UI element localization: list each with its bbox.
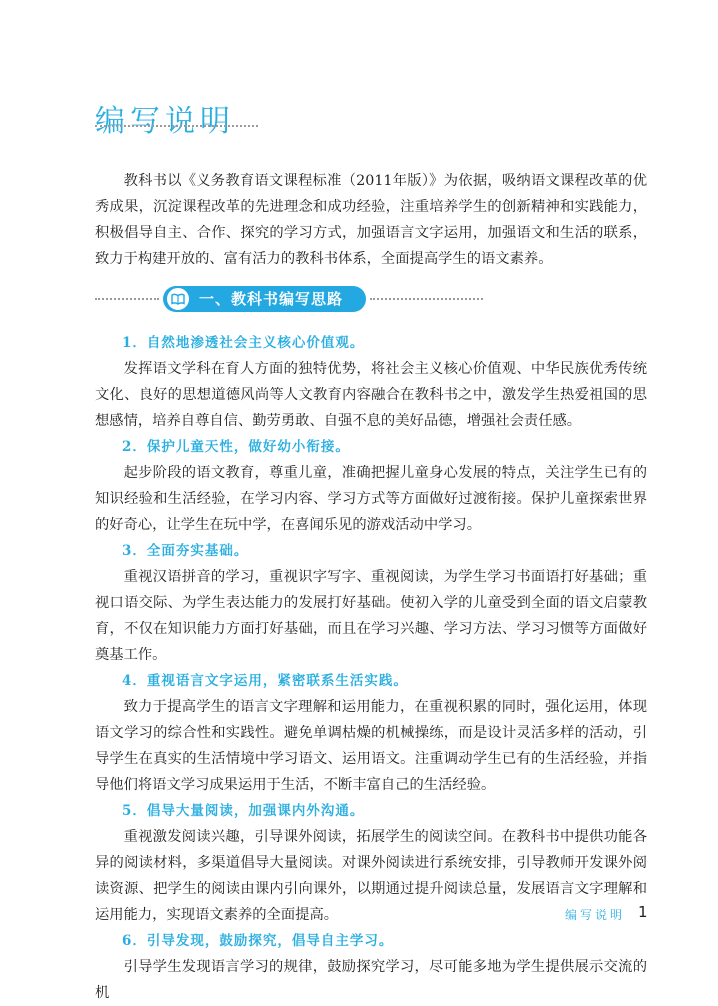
footer-running-title: 编写说明 xyxy=(565,908,626,922)
section-divider-right xyxy=(370,298,483,300)
item-body: 重视激发阅读兴趣，引导课外阅读，拓展学生的阅读空间。在教科书中提供功能各异的阅读材料，多渠道倡导大量阅读。对课外阅读进行系统安排，引导教师开发课外阅读资源、把学生的阅读由课内引向课外，以期通过提升阅读总量，发展语言文字理解和运用能力，实现语文素养的全面提高。 xyxy=(95,829,647,923)
item-body: 重视汉语拼音的学习，重视识字写字、重视阅读，为学生学习书面语打好基础；重视口语交际、为学生表达能力的发展打好基础。使初入学的儿童受到全面的语文启蒙教育，不仅在知识能力方面打好基础，而且在学习兴趣、学习方法、学习习惯等方面做好奠基工作。 xyxy=(95,569,647,663)
item-heading: 5．倡导大量阅读，加强课内外沟通。 xyxy=(122,803,365,819)
item-body: 发挥语文学科在育人方面的独特优势，将社会主义核心价值观、中华民族优秀传统文化、良好的思想道德风尚等人文教育内容融合在教科书之中，激发学生热爱祖国的思想感情，培养自尊自信、勤劳勇敢、自强不息的美好品德，增强社会责任感。 xyxy=(95,361,647,429)
item-heading: 3．全面夯实基础。 xyxy=(122,543,249,559)
section-title: 一、教科书编写思路 xyxy=(199,290,344,308)
item-heading: 6．引导发现，鼓励探究，倡导自主学习。 xyxy=(122,933,394,949)
item-body: 起步阶段的语文教育，尊重儿童，准确把握儿童身心发展的特点，关注学生已有的知识经验和生活经验，在学习内容、学习方式等方面做好过渡衔接。保护儿童探索世界的好奇心，让学生在玩中学，在喜闻乐见的游戏活动中学习。 xyxy=(95,465,647,533)
intro-paragraph: 教科书以《义务教育语文课程标准（2011年版）》为依据，吸纳语文课程改革的优秀成果，沉淀课程改革的先进理念和成功经验，注重培养学生的创新精神和实践能力，积极倡导自主、合作、探究的学习方式，加强语言文字运用，加强语文和生活的联系，致力于构建开放的、富有活力的教科书体系，全面提高学生的语文素养。 xyxy=(95,173,647,267)
page-number: 1 xyxy=(638,903,648,921)
item-body: 致力于提高学生的语言文字理解和运用能力，在重视积累的同时，强化运用，体现语文学习的综合性和实践性。避免单调枯燥的机械操练，而是设计灵活多样的活动，引导学生在真实的生活情境中学习语文、运用语文。注重调动学生已有的生活经验，并指导他们将语文学习成果运用于生活，不断丰富自己的生活经验。 xyxy=(95,699,647,793)
item-heading: 1．自然地渗透社会主义核心价值观。 xyxy=(122,335,365,351)
item-body: 引导学生发现语言学习的规律，鼓励探究学习，尽可能多地为学生提供展示交流的机 xyxy=(95,959,647,1001)
item-heading: 2．保护儿童天性，做好幼小衔接。 xyxy=(122,439,350,455)
section-header xyxy=(95,285,483,313)
open-book-icon xyxy=(165,286,191,312)
page-title: 编写说明 xyxy=(95,104,235,140)
title-divider xyxy=(95,125,258,127)
section-divider-left xyxy=(95,298,159,300)
section-content xyxy=(95,330,647,1006)
item-heading: 4．重视语言文字运用，紧密联系生活实践。 xyxy=(122,673,408,689)
